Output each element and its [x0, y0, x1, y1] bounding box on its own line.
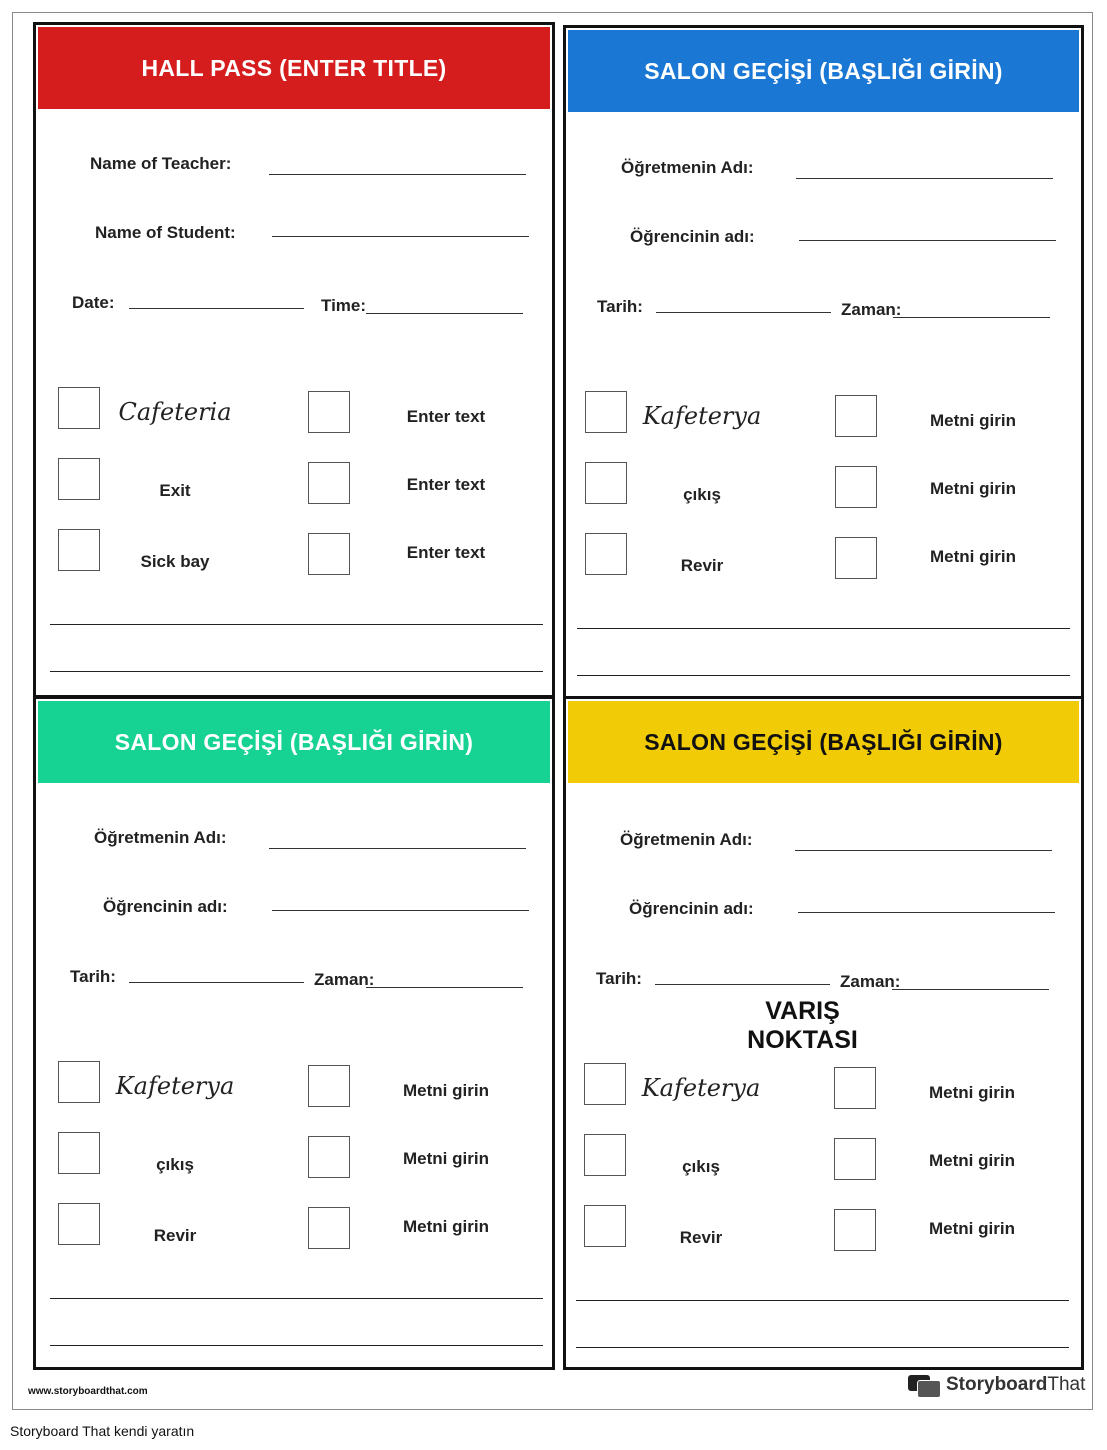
destination-option-label: çıkış — [683, 485, 721, 504]
brand-name — [946, 1374, 1085, 1396]
pass-title-banner: HALL PASS (ENTER TITLE) — [38, 27, 550, 109]
notes-line[interactable] — [50, 671, 543, 672]
checkbox-icon[interactable] — [585, 391, 627, 433]
time-label: Time: — [321, 296, 367, 315]
checkbox-icon[interactable] — [834, 1209, 876, 1251]
notes-line[interactable] — [50, 1345, 543, 1346]
checkbox-icon[interactable] — [308, 533, 350, 575]
notes-line[interactable] — [576, 1300, 1069, 1301]
date-field[interactable] — [656, 312, 831, 313]
destination-option-label: Revir — [680, 556, 724, 575]
teacher-name-field[interactable] — [795, 850, 1052, 851]
checkbox-icon[interactable] — [584, 1063, 626, 1105]
checkbox-icon[interactable] — [835, 537, 877, 579]
destination-option-label: Kafeterya — [641, 1074, 761, 1102]
date-label: Tarih: — [596, 969, 642, 988]
teacher-name-label: Öğretmenin Adı: — [620, 830, 753, 849]
destination-option-label: Metni girin — [930, 547, 1016, 566]
date-label: Date: — [72, 293, 115, 312]
date-field[interactable] — [655, 984, 830, 985]
destination-option-label: Cafeteria — [118, 398, 232, 426]
date-field[interactable] — [129, 982, 304, 983]
time-field[interactable] — [366, 987, 523, 988]
destination-option-label: çıkış — [156, 1155, 194, 1174]
hall-pass-card-1 — [33, 22, 555, 698]
destination-option-label: Sick bay — [140, 552, 210, 571]
hall-pass-card-3 — [33, 696, 555, 1370]
date-label: Tarih: — [70, 967, 116, 986]
brand-name-strong: Storyboard — [946, 1374, 1048, 1395]
destination-option-label: Metni girin — [929, 1151, 1015, 1170]
destination-option-label: Kafeterya — [115, 1072, 235, 1100]
checkbox-icon[interactable] — [584, 1205, 626, 1247]
teacher-name-field[interactable] — [269, 848, 526, 849]
checkbox-icon[interactable] — [58, 1203, 100, 1245]
checkbox-icon[interactable] — [835, 395, 877, 437]
destination-heading-line2: NOKTASI — [747, 1026, 858, 1054]
teacher-name-label: Name of Teacher: — [90, 154, 232, 173]
teacher-name-field[interactable] — [269, 174, 526, 175]
time-field[interactable] — [892, 989, 1049, 990]
checkbox-icon[interactable] — [308, 391, 350, 433]
destination-option-label: Revir — [153, 1226, 197, 1245]
checkbox-icon[interactable] — [834, 1067, 876, 1109]
notes-line[interactable] — [577, 628, 1070, 629]
date-field[interactable] — [129, 308, 304, 309]
pass-title-banner: SALON GEÇİŞİ (BAŞLIĞI GİRİN) — [568, 30, 1079, 112]
checkbox-icon[interactable] — [834, 1138, 876, 1180]
student-name-field[interactable] — [272, 910, 529, 911]
notes-line[interactable] — [577, 675, 1070, 676]
student-name-field[interactable] — [799, 240, 1056, 241]
checkbox-icon[interactable] — [585, 462, 627, 504]
destination-option-label: Enter text — [406, 407, 486, 426]
checkbox-icon[interactable] — [58, 1061, 100, 1103]
destination-option-label: Metni girin — [929, 1083, 1015, 1102]
student-name-label: Öğrencinin adı: — [629, 899, 754, 918]
hall-pass-card-2 — [563, 25, 1084, 699]
destination-option-label: Metni girin — [403, 1217, 489, 1236]
destination-option-label: çıkış — [682, 1157, 720, 1176]
destination-option-label: Metni girin — [403, 1081, 489, 1100]
brand-logo[interactable] — [908, 1373, 1085, 1397]
checkbox-icon[interactable] — [584, 1134, 626, 1176]
time-label: Zaman: — [840, 972, 901, 991]
checkbox-icon[interactable] — [308, 462, 350, 504]
student-name-field[interactable] — [272, 236, 529, 237]
destination-option-label: Metni girin — [929, 1219, 1015, 1238]
destination-option-label: Exit — [159, 481, 191, 500]
checkbox-icon[interactable] — [308, 1207, 350, 1249]
footer-url[interactable]: www.storyboardthat.com — [28, 1386, 148, 1397]
student-name-label: Öğrencinin adı: — [103, 897, 228, 916]
checkbox-icon[interactable] — [835, 466, 877, 508]
checkbox-icon[interactable] — [58, 387, 100, 429]
time-label: Zaman: — [841, 300, 902, 319]
footer-caption: Storyboard That kendi yaratın — [10, 1423, 195, 1439]
destination-option-label: Enter text — [406, 475, 486, 494]
student-name-label: Name of Student: — [95, 223, 236, 242]
brand-name-light: That — [1047, 1374, 1086, 1395]
time-label: Zaman: — [314, 970, 375, 989]
checkbox-icon[interactable] — [308, 1065, 350, 1107]
student-name-label: Öğrencinin adı: — [630, 227, 755, 246]
destination-heading-line1: VARIŞ — [765, 997, 840, 1025]
time-field[interactable] — [893, 317, 1050, 318]
checkbox-icon[interactable] — [58, 458, 100, 500]
teacher-name-field[interactable] — [796, 178, 1053, 179]
checkbox-icon[interactable] — [308, 1136, 350, 1178]
notes-line[interactable] — [50, 1298, 543, 1299]
destination-option-label: Metni girin — [403, 1149, 489, 1168]
pass-title-banner: SALON GEÇİŞİ (BAŞLIĞI GİRİN) — [38, 701, 550, 783]
date-label: Tarih: — [597, 297, 643, 316]
destination-option-label: Metni girin — [930, 411, 1016, 430]
storyboardthat-logo-icon — [908, 1373, 940, 1397]
destination-option-label: Revir — [679, 1228, 723, 1247]
destination-option-label: Kafeterya — [642, 402, 762, 430]
notes-line[interactable] — [50, 624, 543, 625]
checkbox-icon[interactable] — [58, 529, 100, 571]
notes-line[interactable] — [576, 1347, 1069, 1348]
pass-title-banner: SALON GEÇİŞİ (BAŞLIĞI GİRİN) — [568, 701, 1079, 783]
destination-option-label: Metni girin — [930, 479, 1016, 498]
checkbox-icon[interactable] — [585, 533, 627, 575]
time-field[interactable] — [366, 313, 523, 314]
destination-heading — [730, 997, 875, 1055]
student-name-field[interactable] — [798, 912, 1055, 913]
checkbox-icon[interactable] — [58, 1132, 100, 1174]
destination-option-label: Enter text — [406, 543, 486, 562]
teacher-name-label: Öğretmenin Adı: — [94, 828, 227, 847]
teacher-name-label: Öğretmenin Adı: — [621, 158, 754, 177]
